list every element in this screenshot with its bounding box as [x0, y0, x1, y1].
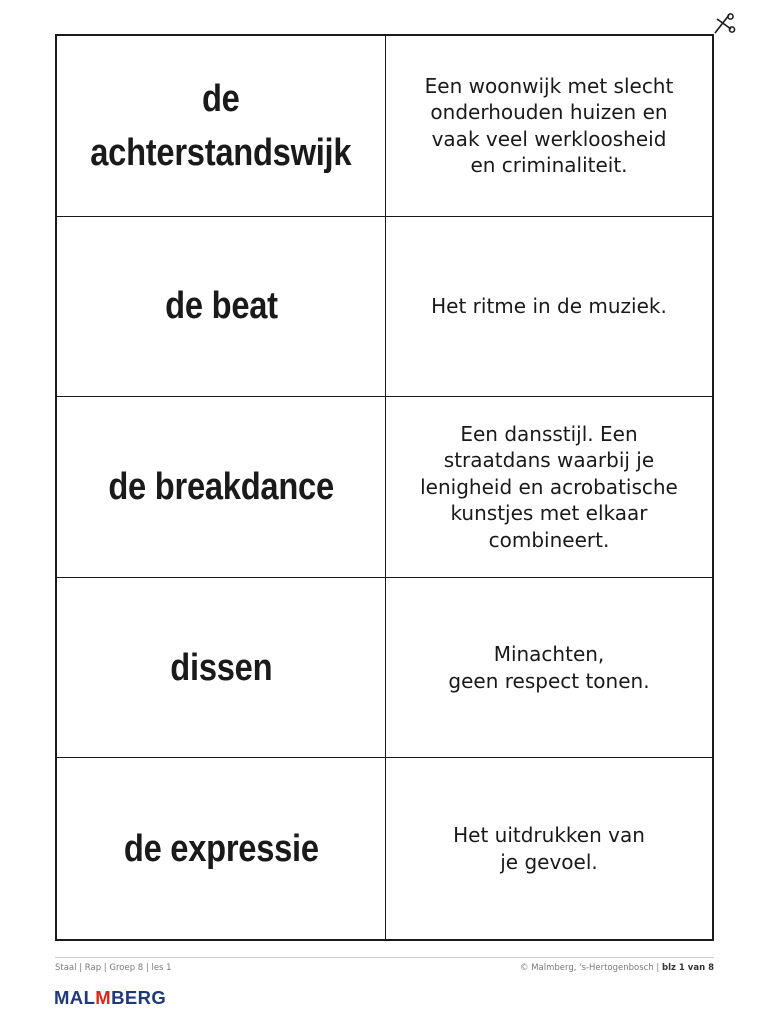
- scissors-icon: [712, 12, 736, 36]
- term-text: de beat: [164, 285, 278, 328]
- definition-text: Een dansstijl. Een straatdans waarbij je lenigheid en acrobatische kunstjes met elkaar combineert.: [420, 421, 678, 552]
- page-number: blz 1 van 8: [662, 963, 714, 973]
- term-cell: [57, 36, 386, 217]
- term-text: de achterstandswijk: [90, 77, 352, 174]
- definition-cell: [386, 36, 712, 217]
- term-cell: [57, 578, 386, 759]
- flashcard-grid: [55, 34, 714, 941]
- footer-divider: [55, 957, 714, 958]
- term-cell: [57, 217, 386, 398]
- term-text: dissen: [170, 646, 272, 689]
- copyright-text: © Malmberg, 's-Hertogenbosch |: [520, 963, 663, 973]
- logo-part-1: MAL: [54, 987, 96, 1008]
- definition-cell: [386, 758, 712, 939]
- definition-cell: [386, 578, 712, 759]
- definition-text: Het ritme in de muziek.: [431, 294, 667, 319]
- definition-text: Een woonwijk met slecht onderhouden huizen en vaak veel werkloosheid en criminaliteit.: [424, 73, 674, 178]
- logo-part-2: M: [95, 987, 112, 1008]
- footer-course-info: Staal | Rap | Groep 8 | les 1: [55, 963, 172, 973]
- definition-cell: [386, 217, 712, 398]
- logo-part-3: BERG: [111, 987, 167, 1008]
- definition-text: Minachten, geen respect tonen.: [448, 642, 650, 693]
- definition-text: Het uitdrukken van je gevoel.: [453, 823, 645, 874]
- term-cell: [57, 397, 386, 578]
- term-text: de expressie: [123, 827, 319, 870]
- definition-cell: [386, 397, 712, 578]
- term-cell: [57, 758, 386, 939]
- term-text: de breakdance: [108, 465, 334, 508]
- footer-copyright: [520, 963, 714, 973]
- malmberg-logo: [54, 987, 166, 1009]
